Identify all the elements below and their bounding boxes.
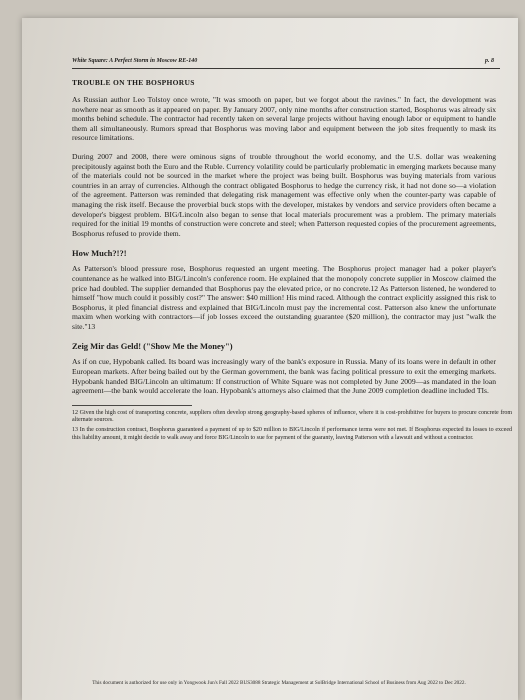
- paragraph: During 2007 and 2008, there were ominous signs of trouble throughout the world economy, and the U.S. dollar was weakening precipitously against both the Euro and the Ruble. Currency volatility could be particularly problematic in emerging markets because many of the materials could not be sourced in the market where the project was being built. Bosphorus was buying materials from various countries in an array of currencies. Although the contract obligated Bosphorus to hedge the currency risk, it had not done so—a violation of the agreement. Patterson was reminded that delegating risk management was effective only when the counter-party was capable of managing the risk itself. Because the proverbial buck stops with the developer, mistakes by vendors and service providers often became a developer's biggest problem. BIG/Lincoln also began to sense that local materials procurement was a problem. The primary materials required for the initial 19 months of construction were concrete and steel; when Patterson requested copies of the procurement agreements, Bosphorus refused to provide them.: [72, 151, 496, 238]
- section-heading: Zeig Mir das Geld! ("Show Me the Money"): [72, 341, 233, 352]
- section-heading: How Much?!?!: [72, 248, 127, 259]
- footnotes: [72, 410, 512, 442]
- footnote: 12 Given the high cost of transporting concrete, suppliers often develop strong geography-based spheres of influence, where it is cost-prohibitive for buyers to procure concrete from alternate sources.: [72, 409, 512, 424]
- running-header: [72, 58, 500, 69]
- page-number: p. 8: [485, 58, 494, 64]
- page-content: [72, 78, 512, 444]
- header-title: White Square: A Perfect Storm in Moscow RE-140: [72, 58, 198, 64]
- paragraph: As if on cue, Hypobank called. Its board was increasingly wary of the bank's exposure in Russia. Many of its loans were in default in other European markets. After being bailed out by the German government, the bank was facing political pressure to exit the emerging markets. Hypobank handed BIG/Lincoln an ultimatum: If construction of White Square was not completed by June 2009—as mandated in the loan agreement—the bank would accelerate the loan. Hypobank's attorneys also claimed that the June 2009 completion deadline included TIs.: [72, 357, 496, 396]
- paragraph: As Russian author Leo Tolstoy once wrote, "It was smooth on paper, but we forgot about the ravines." In fact, the development was nowhere near as smooth as it appeared on paper. By January 2007, only nine months after construction started, Bosphorus was already six months behind schedule. The contractor had recently taken on several large projects without having enough labor or equipment to handle them all simultaneously. Rumors spread that Bosphorus was moving labor and equipment between the job sites frequently to mask its resource limitations.: [72, 95, 496, 143]
- authorization-footer: This document is authorized for use only in Yongwook Jun's Fall 2022 BUS3088 Strategic Management at SolBridge International School of Business from Aug 2022 to Dec 2022.: [92, 680, 466, 686]
- document-page: [22, 18, 518, 700]
- paragraph: As Patterson's blood pressure rose, Bosphorus requested an urgent meeting. The Bosphorus project manager had a poker player's countenance as he walked into BIG/Lincoln's conference room. He explained that the monopoly concrete supplier in Moscow claimed the price had doubled. The supplier demanded that Bosphorus pay the elevated price, or no concrete.12 As Patterson listened, he wondered to himself "how much could it possibly cost?" The answer: $40 million! His mind raced. Although the contract explicitly assigned this risk to Bosphorus, it pled financial distress and explained that BIG/Lincoln must pay the incremental cost. Patterson also knew the unfortunate maxim when working with contractors—if job losses exceed the outstanding guarantee ($20 million), the contractor may just "walk the site."13: [72, 264, 496, 331]
- section-heading: TROUBLE ON THE BOSPHORUS: [72, 78, 195, 87]
- footnote: 13 In the construction contract, Bosphorus guaranteed a payment of up to $20 million to BIG/Lincoln if performance terms were not met. If Bosphorus expected its losses to exceed this liability amount, it might decide to walk away and force BIG/Lincoln to sue for payment of the guaranty, leaving Patterson with a lawsuit and without a contractor.: [72, 427, 512, 441]
